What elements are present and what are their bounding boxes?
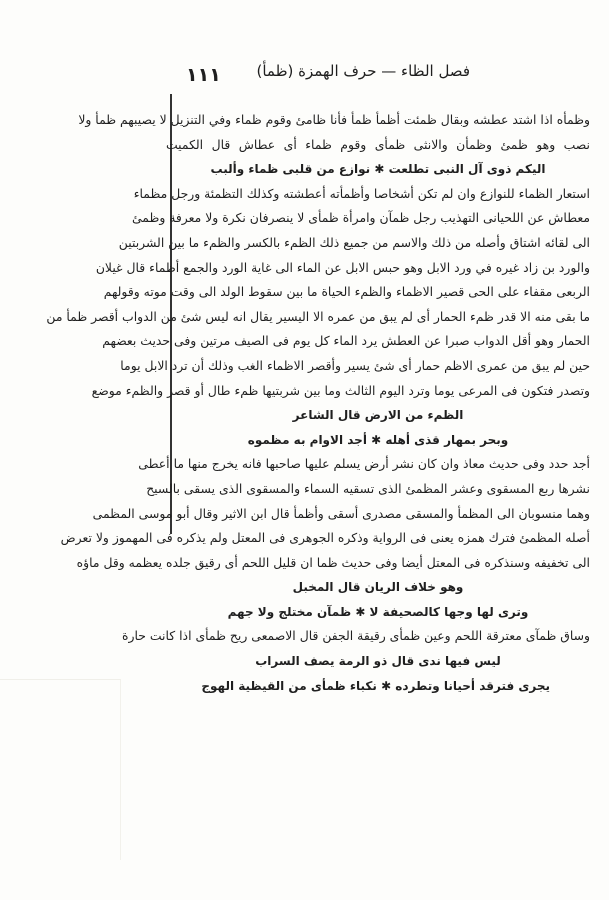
text-line: الى لقائه اشتاق وأصله من ذلك والاسم من جميع ذلك الظمء بالكسر والظمء ما بين الشربتين xyxy=(118,234,590,250)
page-number: ١١١ xyxy=(186,64,221,86)
text-line: أجد حدد وفى حديث معاذ وان كان نشر أرض يسلم عليها صاحبها فانه يخرج منها ما أعطى xyxy=(138,456,590,472)
running-header-title: فصل الظاء — حرف الهمزة (ظمأ) xyxy=(256,62,470,80)
text-line: معطاش عن اللحيانى التهذيب رجل ظمآن وامرأة ظمأى لا ينصرفان نكرة ولا معرفة وظمئ xyxy=(131,210,590,226)
text-line: نصب وهو ظمئ وظمأن والانثى ظمأى وقوم ظماء أى عطاش قال الكميت xyxy=(166,136,590,152)
text-line: ما بقى منه الا قدر ظمء الحمار أى لم يبق من عمره الا اليسير يقال انه ليس شئ من الدواب أقصر ظمأ من xyxy=(46,308,590,324)
text-line: وظمأه اذا اشتد عطشه وبقال ظمئت أظمأ ظمأ فأنا ظامئ وقوم ظماء وفي التنزيل لا يصيبهم ظمأ ولا xyxy=(78,112,590,127)
text-line: والورد بن زاد غيره في ورد الابل وهو حبس الابل عن الماء الى غاية الورد والجمع أظماء قال غيلان xyxy=(95,259,590,275)
text-line: الى تخفيفه وسنذكره فى المعتل أيضا وفى حديث ظما ان قليل اللحم أى رقيق جلده يعظمه وقل ماؤه xyxy=(76,554,590,570)
verse-line: يجرى فترقد أحيانا وتطرده ✱ نكباء ظمأى من القيظية الهوج xyxy=(201,678,550,693)
text-line: نشرها ربع المسقوى وعشر المظمئ الذى تسقيه السماء والمسقوى الذى يسقى بالسيح xyxy=(146,480,590,496)
page-header xyxy=(0,62,609,90)
page-corner-shadow xyxy=(0,679,121,860)
text-line: الربعى مقفاء على الحى قصير الاظماء والظمء الحياة ما بين سقوط الولد الى وقت موته وقولهم xyxy=(103,284,590,300)
verse-line: وبحر بمهار قذى أهله ✱ أجد الاوام به مظموه xyxy=(247,432,509,447)
verse-line: وترى لها وجها كالصحيفة لا ✱ ظمآن مختلج ولا جهم xyxy=(227,604,529,619)
text-line: وهما منسوبان الى المظمأ والمسقى مصدرى أسقى وأظمأ قال ابن الاثير وقال أبو موسى المظمى xyxy=(92,505,590,521)
dictionary-entry-text xyxy=(46,108,590,878)
verse-line: اليكم ذوى آل النبى تطلعت ✱ نوازع من قلبى ظماء وألبب xyxy=(210,162,546,177)
text-line: وساق ظمآى معترقة اللحم وعين ظمأى رقيقة الجفن قال الاصمعى ريح ظمأى اذا كانت حارة xyxy=(122,628,590,644)
text-line: أصله المظمئ فترك همزه يعنى فى الرواية وذكره الجوهرى فى المعتل ولم يذكره فى المهموز ولا تعرض xyxy=(60,530,590,546)
text-line: الحمار وهو أقل الدواب صبرا عن العطش يرد الماء كل يوم فى الصيف مرتين وفى حديث بعضهم xyxy=(102,333,590,349)
text-line: الظمء من الارض قال الشاعر xyxy=(292,408,464,423)
text-line: وتصدر فتكون فى المرعى يوما وترد اليوم الثالث وما بين شربتيها ظمء طال أو قصر والظمء موضع xyxy=(91,382,590,398)
text-line: وهو خلاف الريان قال المخبل xyxy=(292,580,464,595)
text-line: استعار الظماء للنوازع وان لم تكن أشخاصا وأظمأته أعطشته وكذلك التظمئة ورجل مظماء xyxy=(133,185,590,201)
text-line: ليس فيها ندى قال ذو الرمة يصف السراب xyxy=(255,654,501,669)
text-line: حين لم يبق من عمرى الاظم حمار أى شئ يسير وأقصر الاظماء الغب وذلك أن ترد الابل يوما xyxy=(120,357,590,373)
